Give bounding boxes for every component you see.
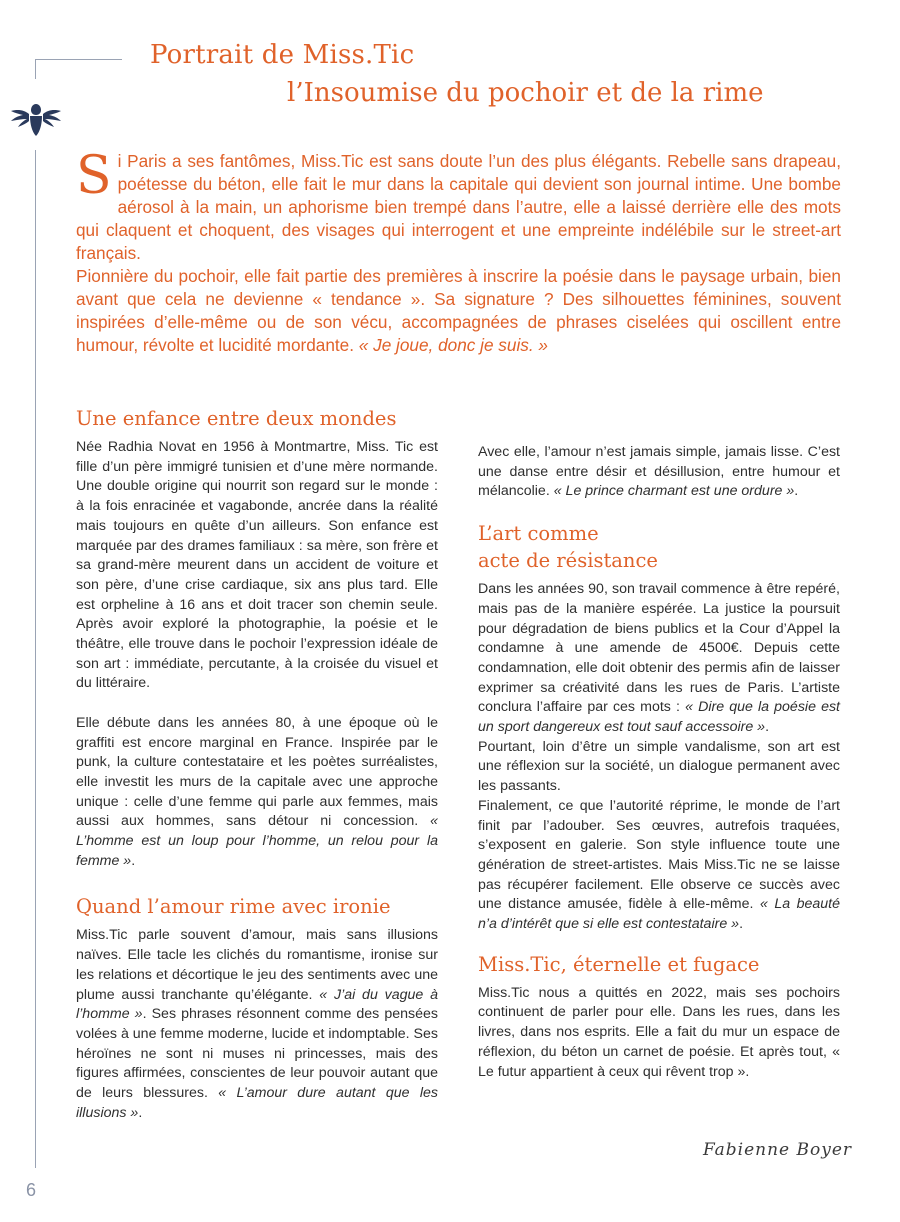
side-rule [35, 150, 36, 1168]
corner-rule-vertical [35, 59, 36, 79]
art-paragraph-1 [478, 580, 840, 738]
amour-text-1b: . Ses phrases résonnent comme des pensées volées à une femme moderne, lucide et indomptable. Ses héroïnes ne sont ni muses ni princesses, mais des figures affirmées, conscientes de leur pouvoir autant que de leurs blessures. [76, 1006, 438, 1102]
art-heading-line2: acte de résistance [478, 549, 658, 573]
art-end-1: . [765, 719, 770, 736]
intro-paragraph-2 [76, 265, 841, 357]
intro-text-1: i Paris a ses fantômes, Miss.Tic est sans doute l’un des plus élégants. Rebelle sans drapeau, poétesse du béton, elle fait le mur dans la capitale qui devient son journal intime. Une bombe aérosol à la main, un aphorisme bien trempé dans l’autre, elle a laissé derrière elle des mots qui claquent et choquent, des visages qui interrogent et une empreinte indélébile sur le street-art français. [76, 151, 841, 263]
intro-text-2: Pionnière du pochoir, elle fait partie des premières à inscrire la poésie dans le paysage urbain, bien avant que cela ne devienne « tendance ». Sa signature ? Des silhouettes féminines, souvent inspirées d’elle-même ou de son vécu, accompagnées de phrases ciselées qui oscillent entre humour, révolte et lucidité mordante. [76, 266, 841, 355]
author-signature: Fabienne Boyer [703, 1140, 853, 1160]
right-column [478, 443, 840, 1082]
intro-paragraph-1 [76, 146, 841, 265]
page-title: Portrait de Miss.Tic [150, 40, 415, 70]
amour-text-1: Miss.Tic parle souvent d’amour, mais sans illusions naïves. Elle tacle les clichés du romantisme, ironise sur les relations et décortique le jeu des sentiments avec une plume aussi tranchante qu’élégante. [76, 927, 438, 1003]
art-paragraph-3 [478, 797, 840, 935]
art-quote-1: « Dire que la poésie est un sport dangereux est tout sauf accessoire » [478, 699, 840, 736]
page-subtitle: l’Insoumise du pochoir et de la rime [287, 78, 764, 108]
amour-text-2: Avec elle, l’amour n’est jamais simple, jamais lisse. C’est une danse entre désir et désillusion, entre humour et mélancolie. [478, 444, 840, 500]
section-heading-art [478, 520, 840, 574]
amour-quote-2: « L’amour dure autant que les illusions » [76, 1085, 438, 1121]
scarab-icon [8, 100, 64, 140]
drop-cap: S [76, 146, 112, 206]
enfance-quote: « L’homme est un loup pour l’homme, un relou pour la femme » [76, 813, 438, 869]
art-quote-2: « La beauté n’a d’intérêt que si elle est contestataire » [478, 896, 841, 933]
intro-block [76, 146, 841, 357]
eternelle-paragraph: Miss.Tic nous a quittés en 2022, mais ses pochoirs continuent de parler pour elle. Dans les rues, dans les livres, dans nos esprits. Elle a fait du mur un espace de réflexion, du béton un carnet de poésie. Et après tout, « Le futur appartient à ceux qui rêvent trop ». [478, 984, 840, 1080]
section-heading-enfance: Une enfance entre deux mondes [76, 407, 397, 430]
enfance-text-2: Elle débute dans les années 80, à une époque où le graffiti est encore marginal en France. Inspirée par le punk, la culture contestataire et les poètes surréalistes, elle investit les murs de la capitale avec une approche unique : celle d’une femme qui parle aux femmes, mais aussi aux hommes, sans détour ni concession. [76, 714, 438, 830]
section-heading-eternelle: Miss.Tic, éternelle et fugace [478, 952, 760, 976]
amour-paragraph-1 [76, 926, 438, 1123]
amour-end-1: . [138, 1104, 143, 1121]
art-paragraph-2: Pourtant, loin d’être un simple vandalisme, son art est une réflexion sur la société, un dialogue permanent avec les passants. [478, 738, 840, 795]
enfance-paragraph-2 [76, 714, 438, 872]
left-column [76, 405, 438, 1123]
art-text-3: Finalement, ce que l’autorité réprime, le monde de l’art finit par l’adouber. Ses œuvres, autrefois traquées, s’exposent en galerie. Son style influence toute une génération de street-artistes. Mais Miss.Tic ne se laisse pas récupérer facilement. Elle observe ce succès avec une distance amusée, fidèle à elle-même. [478, 797, 840, 913]
amour-end-2: . [794, 483, 799, 500]
section-heading-amour: Quand l’amour rime avec ironie [76, 895, 391, 919]
enfance-paragraph-1: Née Radhia Novat en 1956 à Montmartre, Miss. Tic est fille d’un père immigré tunisien et d’une mère normande. Une double origine qui nourrit son regard sur le monde : à la fois enracinée et vagabonde, ancrée dans la réalité mais toujours en quête d’un ailleurs. Son enfance est marquée par des drames familiaux : sa mère, son frère et sa grand-mère meurent dans un accident de voiture et son père, d’une crise cardiaque, six ans plus tard. Elle est orpheline à 16 ans et doit tracer son chemin seule. Après avoir exploré la photographie, la poésie et le théâtre, elle trouve dans le pochoir l’expression idéale de son art : immédiate, percutante, à la croisée du visuel et du littéraire. [76, 439, 438, 692]
page-number: 6 [26, 1180, 37, 1200]
amour-quote-3: « Le prince charmant est une ordure » [553, 483, 795, 500]
corner-rule-horizontal [35, 59, 122, 60]
art-end-3: . [739, 916, 744, 933]
amour-quote-1: « J’ai du vague à l’homme » [76, 986, 438, 1023]
art-text-1: Dans les années 90, son travail commence à être repéré, mais pas de la manière espérée. La justice la poursuit pour dégradation de biens publics et la Cour d’Appel la condamne à une amende de 4500€. Depuis cette condamnation, elle doit obtenir des permis afin de laisser exprimer sa créativité dans les rues de Paris. L’artiste conclura l’affaire par ces mots : [478, 581, 840, 716]
art-heading-line1: L’art comme [478, 522, 599, 546]
enfance-end: . [131, 852, 136, 869]
intro-quote: « Je joue, donc je suis. » [358, 335, 548, 355]
amour-paragraph-2 [478, 443, 840, 502]
